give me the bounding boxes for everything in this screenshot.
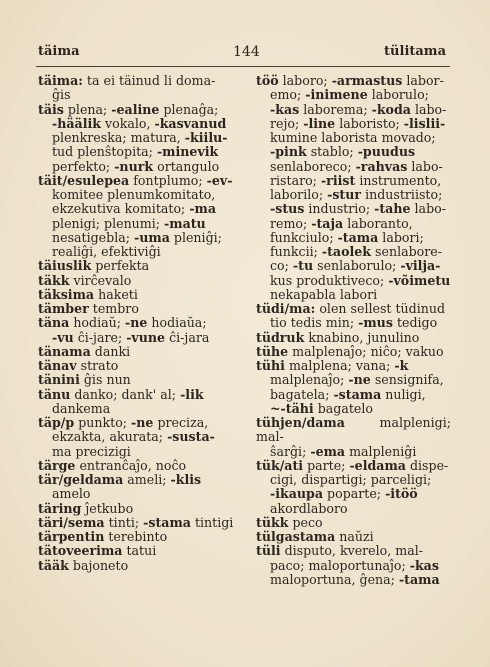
- dictionary-line: tärge entranĉaĵo, noĉo: [38, 457, 187, 473]
- dictionary-line: tämber tembro: [38, 301, 139, 316]
- dictionary-line: töö laboro; -armastus labor-: [256, 73, 444, 88]
- dictionary-line: täit/esulepea fontplumo; -ev-: [38, 172, 233, 188]
- dictionary-line: co; -tu senlaborulo; -vilja-: [270, 258, 441, 274]
- dictionary-line: nesatigebla; -uma pleniĝi;: [52, 229, 222, 245]
- dictionary-line: tärpentin terebinto: [38, 529, 168, 544]
- dictionary-line: paco; maloportunaĵo; -kas: [270, 557, 439, 573]
- dictionary-line: tänama danki: [38, 343, 131, 359]
- dictionary-line: tänu danko; dank' al; -lik: [38, 386, 204, 402]
- dictionary-line: tükk peco: [256, 514, 323, 530]
- running-head-right: tülitama: [384, 44, 446, 59]
- dictionary-line: -vu ĉi-jare; -vune ĉi-jara: [52, 329, 210, 345]
- header-rule: [36, 66, 450, 67]
- dictionary-line: ristaro; -riist instrumento,: [270, 172, 442, 188]
- dictionary-line: -pink stablo; -puudus: [270, 144, 416, 160]
- dictionary-line: -ikaupa poparte; -itöö: [270, 486, 418, 502]
- page-number: 144: [233, 44, 260, 60]
- dictionary-line: kumine laborista movado;: [270, 130, 436, 145]
- dictionary-line: täring ĵetkubo: [38, 500, 134, 516]
- dictionary-line: täp/p punkto; -ne preciza,: [38, 415, 209, 430]
- dictionary-line: remo; -taja laboranto,: [270, 215, 413, 231]
- right-column: [256, 74, 451, 587]
- dictionary-line: funkciulo; -tama labori;: [270, 229, 424, 245]
- dictionary-line: tüdi/ma: olen sellest tüdinud: [256, 301, 446, 316]
- left-column: [38, 74, 234, 573]
- dictionary-line: täri/sema tinti; -stama tintigi: [38, 514, 234, 530]
- dictionary-line: tük/ati parte; -eldama dispe-: [256, 457, 449, 473]
- dictionary-line: -kas laborema; -koda labo-: [270, 101, 447, 117]
- dictionary-line: tätoveerima tatui: [38, 543, 157, 559]
- dictionary-line: kus produktiveco; -võimetu: [270, 272, 451, 288]
- dictionary-line: -stus industrio; -tahe labo-: [270, 201, 446, 217]
- dictionary-line: täiuslik perfekta: [38, 258, 150, 274]
- dictionary-line: tüdruk knabino, junulino: [256, 329, 420, 345]
- dictionary-line: tär/geldama ameli; -klis: [38, 472, 202, 487]
- dictionary-line: tühe malplenaĵo; niĉo; vakuo: [256, 343, 444, 359]
- dictionary-line: täima: ta ei täinud li doma-: [38, 73, 216, 88]
- dictionary-line: tänini ĝis nun: [38, 372, 131, 388]
- dictionary-line: täna hodiaŭ; -ne hodiaŭa;: [38, 315, 207, 331]
- dictionary-line: cigi, dispartigi; parceligi;: [270, 472, 432, 487]
- dictionary-line: tülgastama naŭzi: [256, 529, 374, 544]
- dictionary-line: ma precizigi: [52, 443, 131, 459]
- dictionary-line: emo; -inimene laborulo;: [270, 87, 429, 103]
- dictionary-line: malplenaĵo; -ne sensignifa,: [270, 372, 444, 388]
- dictionary-line: akordlaboro: [270, 500, 348, 516]
- dictionary-line: tüli disputo, kverelo, mal-: [256, 543, 423, 559]
- dictionary-line: plenigi; plenumi; -matu: [52, 215, 206, 231]
- dictionary-line: bagatela; -stama nuligi,: [270, 386, 426, 402]
- dictionary-line: tänav strato: [38, 358, 119, 373]
- dictionary-line: ~-tähi bagatelo: [270, 400, 373, 416]
- dictionary-line: tühjen/dama malplenigi; mal-: [256, 415, 451, 445]
- dictionary-line: senlaboreco; -rahvas labo-: [270, 158, 443, 174]
- dictionary-line: täkk virĉevalo: [38, 272, 132, 288]
- dictionary-line: tühi malplena; vana; -k: [256, 358, 409, 373]
- dictionary-line: tio tedis min; -mus tedigo: [270, 315, 438, 331]
- dictionary-line: ekzekutiva komitato; -ma: [52, 201, 217, 217]
- dictionary-line: nekapabla labori: [270, 286, 378, 302]
- dictionary-line: tud plenŝtopita; -minevik: [52, 144, 219, 160]
- dictionary-line: maloportuna, ĝena; -tama: [270, 571, 440, 587]
- dictionary-line: realiĝi, efektiviĝi: [52, 244, 161, 259]
- dictionary-line: perfekto; -nurk ortangulo: [52, 158, 220, 174]
- dictionary-line: -häälik vokalo, -kasvanud: [52, 115, 227, 131]
- dictionary-line: täksima haketi: [38, 286, 138, 302]
- dictionary-line: tääk bajoneto: [38, 557, 129, 573]
- running-head-left: täima: [38, 44, 80, 59]
- dictionary-line: ĝis: [52, 87, 71, 103]
- dictionary-line: funkcii; -taolek senlabore-: [270, 244, 442, 259]
- dictionary-line: dankema: [52, 400, 111, 416]
- dictionary-line: amelo: [52, 486, 91, 502]
- dictionary-line: rejo; -line laboristo; -lislii-: [270, 115, 446, 131]
- dictionary-line: laborilo; -stur industriisto;: [270, 187, 443, 202]
- dictionary-line: plenkreska; matura, -kiilu-: [52, 130, 228, 145]
- dictionary-line: ŝarĝi; -ema malpleniĝi: [270, 443, 417, 459]
- dictionary-line: ekzakta, akurata; -susta-: [52, 429, 215, 445]
- dictionary-line: komitee plenumkomitato,: [52, 187, 216, 202]
- dictionary-line: täis plena; -ealine plenaĝa;: [38, 101, 219, 117]
